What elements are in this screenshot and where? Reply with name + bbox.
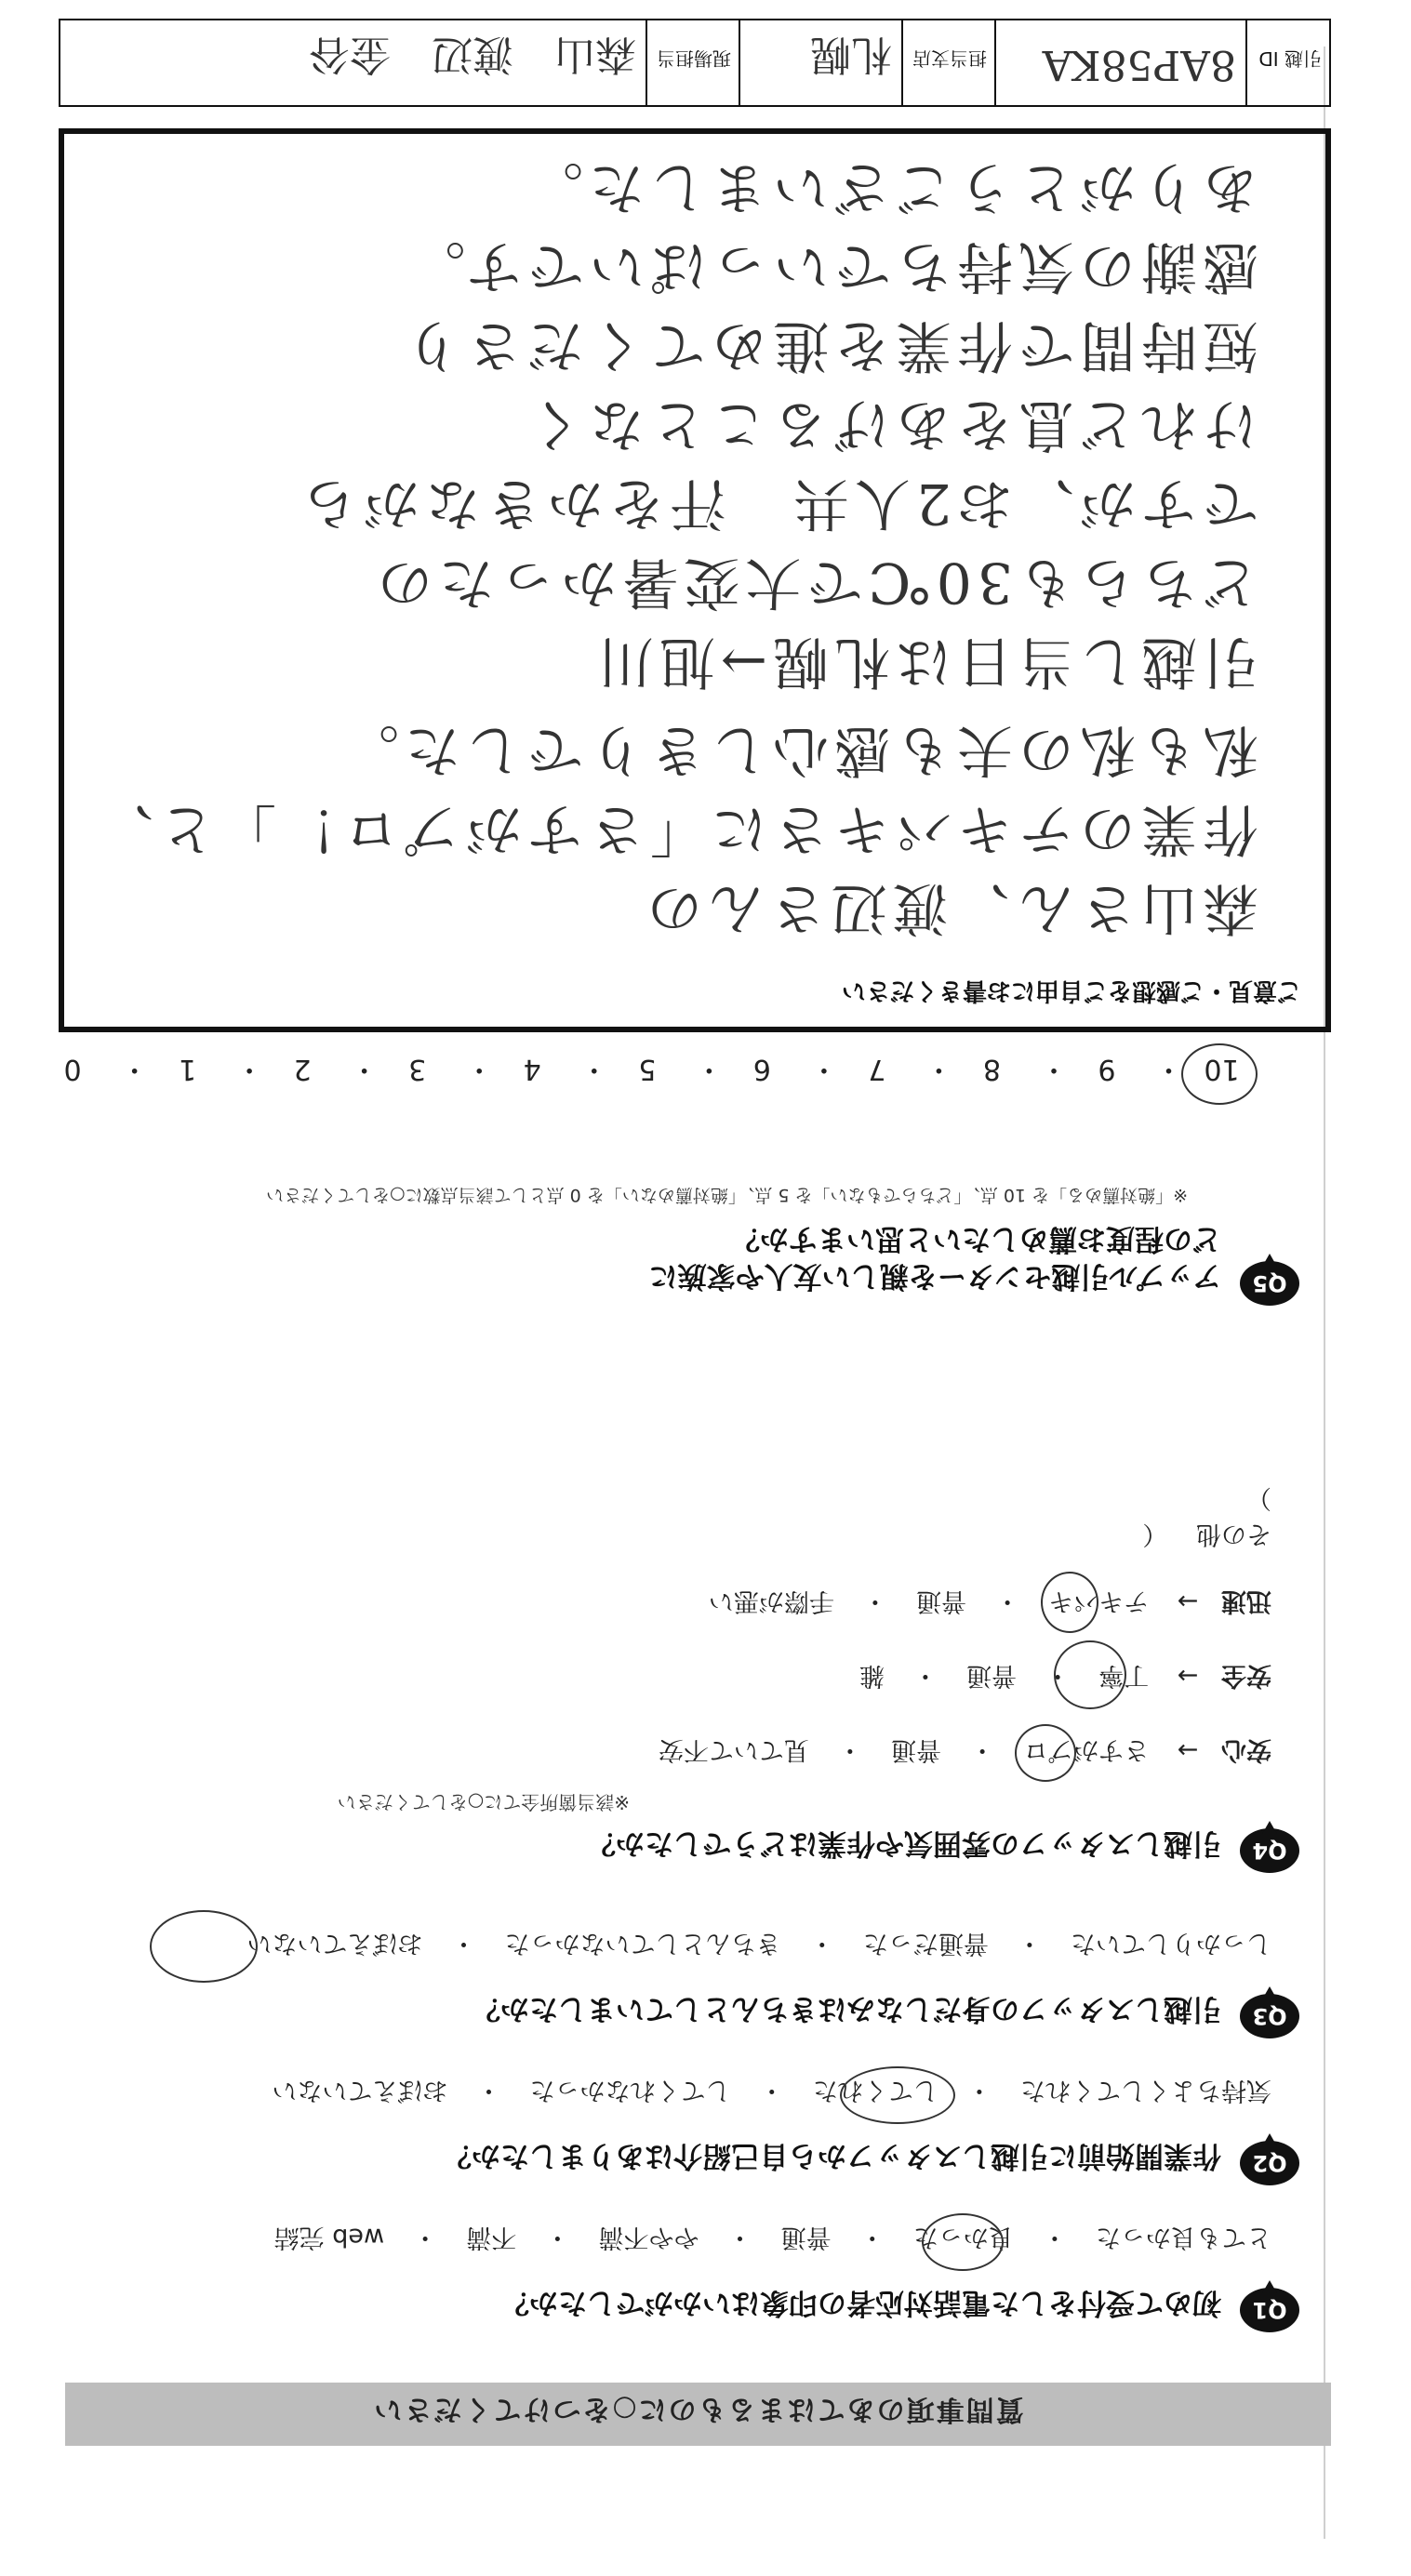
score-9[interactable]: 9 bbox=[1098, 1053, 1116, 1085]
score-4[interactable]: 4 bbox=[523, 1053, 541, 1085]
q2-option-4[interactable]: おぼえていない bbox=[272, 2076, 448, 2105]
q3-option-1[interactable]: しっかりしていた bbox=[1071, 1929, 1271, 1958]
comment-line-1: 森山さん、渡辺さんの bbox=[641, 875, 1258, 940]
score-0[interactable]: 0 bbox=[63, 1053, 82, 1085]
q1-options: とても良かった ・ 良かった ・ 普通 ・ やや不満 ・ 不満 ・ web 完結 bbox=[254, 2222, 1271, 2258]
q1-option-4[interactable]: やや不満 bbox=[598, 2223, 699, 2251]
q4-row-1-option-1[interactable]: さすがプロ bbox=[1023, 1735, 1150, 1764]
q2-selection-circle bbox=[840, 2066, 955, 2124]
score-7[interactable]: 7 bbox=[868, 1053, 886, 1085]
q5-badge: Q5 bbox=[1240, 1261, 1299, 1306]
q3-option-2[interactable]: 普通だった bbox=[862, 1929, 989, 1958]
q4-other-paren-open: （ bbox=[1142, 1520, 1168, 1548]
question-4 bbox=[127, 1483, 1299, 1873]
score-10[interactable]: 10 bbox=[1204, 1053, 1240, 1085]
q4-text: 引越しスタッフの雰囲気や作業はどうでしたか？ bbox=[587, 1826, 1221, 1860]
arrow-icon: → bbox=[1177, 1661, 1199, 1690]
q4-row-2-label: 安全 bbox=[1221, 1661, 1271, 1690]
id-label-cell bbox=[1245, 20, 1329, 105]
q4-note: ※該当箇所全てに○をしてください bbox=[337, 1791, 630, 1813]
leader-label: 現場担当 bbox=[657, 47, 731, 70]
q2-options: 気持ちよくしてくれた ・ してくれた ・ してくれなかった ・ おぼえていない bbox=[251, 2075, 1271, 2111]
comment-line-3: 私も私の夫も感心しきりでした。 bbox=[338, 717, 1258, 782]
q4-row-1-selection-circle bbox=[1015, 1724, 1076, 1782]
info-table bbox=[59, 19, 1331, 107]
q4-row-1-option-3[interactable]: 見ていて不安 bbox=[658, 1735, 809, 1764]
q1-text: 初めて受付をした電話対応者の印象はいかがでしたか？ bbox=[500, 2286, 1221, 2319]
question-3 bbox=[127, 1927, 1299, 2038]
comment-line-4: 引越し当日は札幌→旭川 bbox=[592, 629, 1258, 694]
comment-line-6: ですが、お2人共 汗をかきながら bbox=[296, 471, 1258, 536]
arrow-icon: → bbox=[1177, 1735, 1199, 1764]
comment-line-10: ありがとうございました。 bbox=[522, 154, 1258, 219]
q2-badge: Q2 bbox=[1240, 2141, 1299, 2185]
comment-line-7: けれど息をあげることなく bbox=[522, 392, 1258, 457]
q3-option-4[interactable]: おぼえていない bbox=[246, 1929, 423, 1958]
instructions-header bbox=[65, 2383, 1331, 2446]
q4-other bbox=[127, 1482, 1271, 1555]
q3-option-3[interactable]: きちんとしていなかった bbox=[504, 1929, 781, 1958]
q4-row-3-selection-circle bbox=[1041, 1572, 1098, 1633]
leader-value-cell bbox=[60, 20, 646, 105]
comment-box[interactable] bbox=[59, 128, 1331, 1032]
q4-row-jinsoku: 迅速 → テキパキ ・ 普通 ・ 手際が悪い bbox=[688, 1586, 1271, 1622]
comment-line-9: 感謝の気持ちでいっぱいです。 bbox=[404, 233, 1258, 299]
id-label: 引越 ID bbox=[1258, 47, 1322, 70]
score-6[interactable]: 6 bbox=[752, 1053, 771, 1085]
score-5[interactable]: 5 bbox=[638, 1053, 657, 1085]
comment-line-5: どちらも30℃で大変暑かったの bbox=[371, 550, 1258, 615]
q4-row-3-option-2[interactable]: 普通 bbox=[916, 1587, 966, 1615]
score-8[interactable]: 8 bbox=[982, 1053, 1001, 1085]
q5-text-2: どの程度お薦めしたいと思いますか？ bbox=[731, 1222, 1221, 1255]
score-2[interactable]: 2 bbox=[293, 1053, 312, 1085]
comment-line-8: 短時間で作業を進めてくださり bbox=[399, 312, 1258, 378]
q4-row-3-option-1[interactable]: テキパキ bbox=[1048, 1587, 1150, 1615]
id-value: 8AP58KA bbox=[1042, 41, 1236, 88]
q4-row-1-label: 安心 bbox=[1221, 1735, 1271, 1764]
question-5 bbox=[127, 1101, 1299, 1306]
question-2 bbox=[127, 2074, 1299, 2185]
leader-value: 森山 渡辺 金谷 bbox=[309, 31, 636, 78]
q1-option-1[interactable]: とても良かった bbox=[1096, 2223, 1271, 2251]
q4-row-2-option-1[interactable]: 丁寧 bbox=[1098, 1661, 1150, 1690]
q5-score-scale: 10・ 9・ 8・ 7・ 6・ 5・ 4・ 3・ 2・ 1・ 0 bbox=[47, 1052, 1248, 1093]
q2-option-1[interactable]: 気持ちよくしてくれた bbox=[1020, 2076, 1271, 2105]
q3-badge: Q3 bbox=[1240, 1994, 1299, 2038]
id-value-cell bbox=[994, 20, 1245, 105]
question-1 bbox=[127, 2221, 1299, 2332]
score-3[interactable]: 3 bbox=[408, 1053, 427, 1085]
comment-label: ご意見・ご感想をご自由にお書きください bbox=[841, 976, 1301, 1004]
branch-value: 札幌 bbox=[810, 31, 892, 78]
q4-row-anshin: 安心 → さすがプロ ・ 普通 ・ 見ていて不安 bbox=[638, 1734, 1271, 1771]
q4-row-anzen: 安全 → 丁寧 ・ 普通 ・ 雑 bbox=[839, 1660, 1271, 1696]
score-1[interactable]: 1 bbox=[179, 1053, 197, 1085]
q1-option-6[interactable]: web 完結 bbox=[273, 2223, 385, 2251]
q5-note: ※「絶対薦める」を 10 点、「どちらでもない」を 5 点、「絶対薦めない」を 0 点として該当点数に○をしてください bbox=[266, 1185, 1188, 1205]
q1-option-3[interactable]: 普通 bbox=[780, 2223, 832, 2251]
q1-badge: Q1 bbox=[1240, 2288, 1299, 2332]
comment-line-2: 作業のテキパキさに「さすがプロ！」と、 bbox=[92, 796, 1258, 861]
branch-label-cell bbox=[901, 20, 994, 105]
q4-row-2-option-3[interactable]: 雑 bbox=[859, 1661, 885, 1690]
branch-value-cell bbox=[739, 20, 901, 105]
q4-row-2-selection-circle bbox=[1054, 1640, 1126, 1709]
branch-label: 担当支店 bbox=[912, 47, 987, 70]
q2-text: 作業開始前に引越しスタッフから自己紹介はありましたか？ bbox=[443, 2139, 1221, 2172]
arrow-icon: → bbox=[1177, 1587, 1199, 1615]
q4-badge: Q4 bbox=[1240, 1828, 1299, 1873]
q4-row-1-option-2[interactable]: 普通 bbox=[891, 1735, 941, 1764]
q4-row-3-label: 迅速 bbox=[1221, 1587, 1271, 1615]
q5-selection-circle bbox=[1181, 1043, 1258, 1105]
q2-option-2[interactable]: してくれた bbox=[812, 2076, 938, 2105]
q2-option-3[interactable]: してくれなかった bbox=[529, 2076, 731, 2105]
q4-other-label: その他 bbox=[1196, 1520, 1271, 1548]
q1-option-5[interactable]: 不満 bbox=[466, 2223, 517, 2251]
leader-label-cell bbox=[646, 20, 739, 105]
q5-text: アップル引越センターを親しい友人や家族に bbox=[648, 1259, 1221, 1293]
q3-options: しっかりしていた ・ 普通だった ・ きちんとしていなかった ・ おぼえていない bbox=[226, 1928, 1271, 1964]
q4-row-2-option-2[interactable]: 普通 bbox=[966, 1661, 1017, 1690]
q3-text: 引越しスタッフの身だしなみはきちんとしていましたか？ bbox=[472, 1992, 1221, 2025]
q1-selection-circle bbox=[922, 2213, 1004, 2271]
q3-selection-circle bbox=[150, 1910, 258, 1983]
q4-other-paren-close: ） bbox=[1246, 1483, 1271, 1512]
q1-option-2[interactable]: 良かった bbox=[912, 2223, 1014, 2251]
q4-row-3-option-3[interactable]: 手際が悪い bbox=[708, 1587, 834, 1615]
instructions-title: 質問事項のあてはまるものに○をつけてください bbox=[372, 2393, 1024, 2425]
